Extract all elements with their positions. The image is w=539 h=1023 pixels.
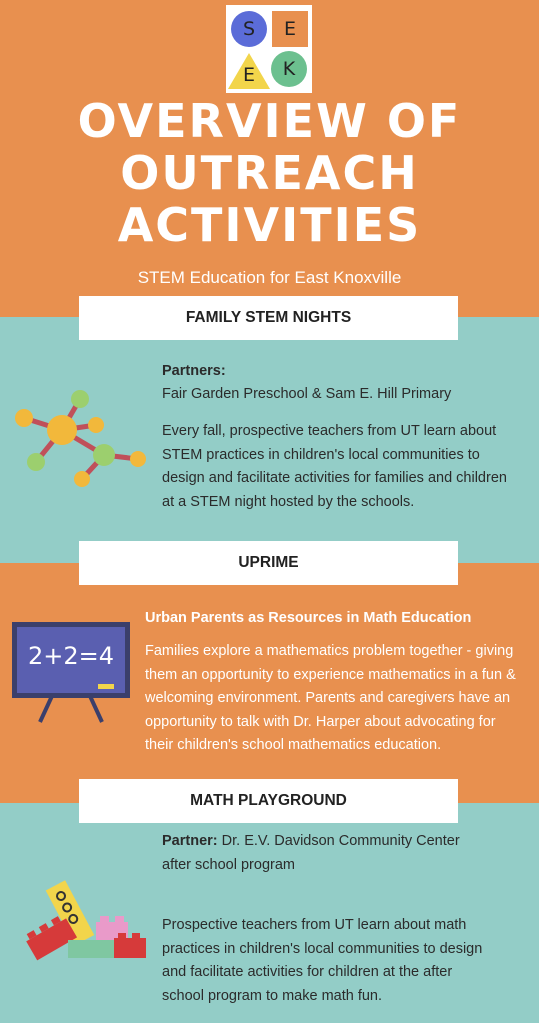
logo-letter-s: S (242, 18, 256, 40)
math-playground-partner-label: Partner: (162, 833, 218, 849)
building-blocks-icon (22, 880, 152, 965)
logo-letter-e-top: E (283, 18, 296, 40)
seek-logo (226, 5, 312, 93)
family-stem-body: Every fall, prospective teachers from UT learn about STEM practices in children's local communities to design and facilitate activities for families and children at a STEM night hosted by the schools. (162, 423, 507, 510)
math-playground-body: Prospective teachers from UT learn about math practices in children's local communities to design and facilitate activities for children at the after school program to make math fun. (162, 917, 483, 1004)
math-playground-heading: MATH PLAYGROUND (79, 779, 458, 823)
math-playground-partner-text: Dr. E.V. Davidson Community Center after school program (162, 833, 460, 873)
family-stem-partners: Fair Garden Preschool & Sam E. Hill Primary (162, 386, 452, 402)
subtitle: STEM Education for East Knoxville (137, 268, 402, 287)
board-equation: 2+2=4 (27, 642, 115, 670)
chalkboard-icon (12, 622, 130, 724)
title-line-2: OUTREACH (120, 146, 419, 200)
title-line-3: ACTIVITIES (117, 198, 422, 252)
family-stem-nights-heading: FAMILY STEM NIGHTS (79, 296, 458, 340)
family-stem-partners-label: Partners: (162, 363, 226, 379)
uprime-heading: UPRIME (79, 541, 458, 585)
uprime-subheading: Urban Parents as Resources in Math Education (145, 610, 472, 626)
math-playground-partner (162, 830, 492, 877)
title-line-1: OVERVIEW OF (77, 94, 462, 148)
logo-letter-e-bottom: E (242, 64, 255, 86)
molecule-icon (10, 385, 150, 490)
uprime-body: Families explore a mathematics problem together - giving them an opportunity to experience mathematics in a fun & welcoming environment. Parents and caregivers have an opportunity to talk with Dr. Harper about advocating for their children's school mathematics education. (145, 643, 516, 753)
logo-letter-k: K (282, 58, 296, 80)
